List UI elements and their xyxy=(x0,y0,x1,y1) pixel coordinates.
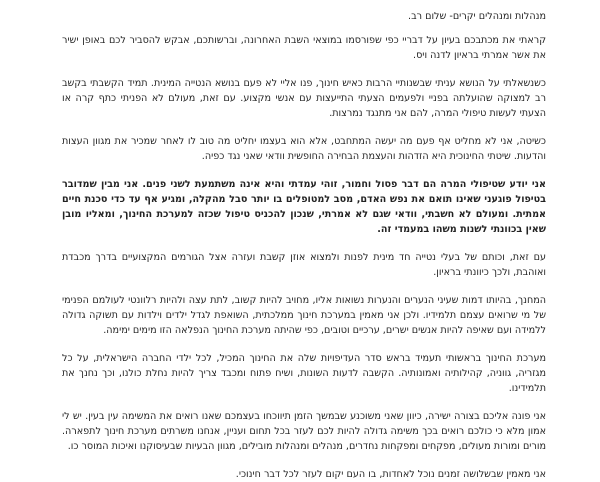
paragraph-9: אני מאמין שבשלושה זמנים נוכל לאחדות, בו העם יקום לעזר לכל דבר חינוכי. xyxy=(235,469,546,480)
paragraph-3: כשיטה, אני לא מחליט אף פעם מה יעשה המתחבט, אלא הוא בעצמו יחליט מה טוב לו לאחר שמכיר את מגוון העצות והדעות. שיטתי החינוכית היא הזדהות והעצמת הבחירה החופשית וודאי שאני נגד כפיה. xyxy=(62,136,546,162)
paragraph-6: המחנך, בהיותו דמות שעיני הנערים והנערות נשואות אליו, מחויב להיות קשוב, לתת עצה ולהיות רלוונטי לעולמם הפנימי של מי שרואים עצמם תלמידיו. ולכן אני מאמין במערכת חינוך ממלכתית, השואפת לגדל ילדים וילדות עם תשוקה גדולה ללמידה ועם שאיפה להיות אנשים ישרים, ערכיים וטובים, כפי שהיתה מערכת החינוך הנפלאה הזו מימים ימימה. xyxy=(62,295,546,336)
paragraph-1: קראתי את מכתבכם בעיון על דבריי כפי שפורסמו במוצאי השבת האחרונה, וברשותכם, אבקש להסביר לכם באופן ישיר את אשר אמרתי בראיון לדנה ויס. xyxy=(62,35,546,61)
paragraph-2: כשנשאלתי על הנושא עניתי שבשנותיי הרבות כאיש חינוך, פנו אליי לא פעם בנושא הנטייה המינית. תמיד הקשבתי בקשב רב למצוקה שהועלתה בפניי ולפעמים הצעתי התייעצות עם אנשי מקצוע. עם זאת, מעולם לא הפניתי כתף קרה או הצעתי לעשות טיפולי המרה, להם אני מתנגד נמרצות. xyxy=(62,78,546,119)
greeting: מנהלות ומנהלים יקרים- שלום רב. xyxy=(408,11,546,22)
paragraph-5: עם זאת, וכותם של בעלי נטייה חד מינית לפנות ולמצוא אוזן קשבת ועזרה אצל הגורמים המקצועיים בדרך מכבדת ואוהבת, ולכך כיוונתי בראיון. xyxy=(62,252,546,278)
paragraph-7: מערכת החינוך בראשותי תעמיד בראש סדר העדיפויות שלה את החינוך המכיל, לכל ילדי החברה הישראלית, על כל מגזריה, גווניה, קהילותיה ואמונותיה. הקשבה לדעות השונות, ושיח פתוח ומכבד צריך להיות נחלת כולנו, וכך נחנך את תלמידינו. xyxy=(62,353,546,394)
paragraph-8: אני פונה אליכם בצורה ישירה, כיוון שאני משוכנע שבמשך הזמן תיווכחו בעצמכם שאנו רואים את המשימה עין בעין. יש לי אמון מלא כי כולכם רואים בכך משימה גדולה להיות לכם לעזר בכל תחום ועניין, אנחנו משרתים מערכת חינוך לתפארה. מורים ומורות מעולים, מפקחים ומפקחות נחדרים, מנהלים ומנהלות מובילים, מגוון הבעיות שבעיסוקנו ואיכות המוסר כו. xyxy=(62,411,546,452)
paragraph-4: אני יודע שטיפולי המרה הם דבר פסול וחמור, זוהי עמדתי והיא אינה משתמעת לשני פנים. אני מבין שמדובר בטיפול פוגעני שאינו תואם את נפש האדם, מסב למטופלים בו יותר סבל מהקלה, ומגיע אף עד כדי סכנת חיים אמתית. ומעולם לא חשבתי, וודאי שגם לא אמרתי, שנכון להכניס טיפול שכזה למערכת החינוך, ומאליו מובן שאין בכוונתי לשנות משהו במעמדי זה. xyxy=(62,179,546,235)
